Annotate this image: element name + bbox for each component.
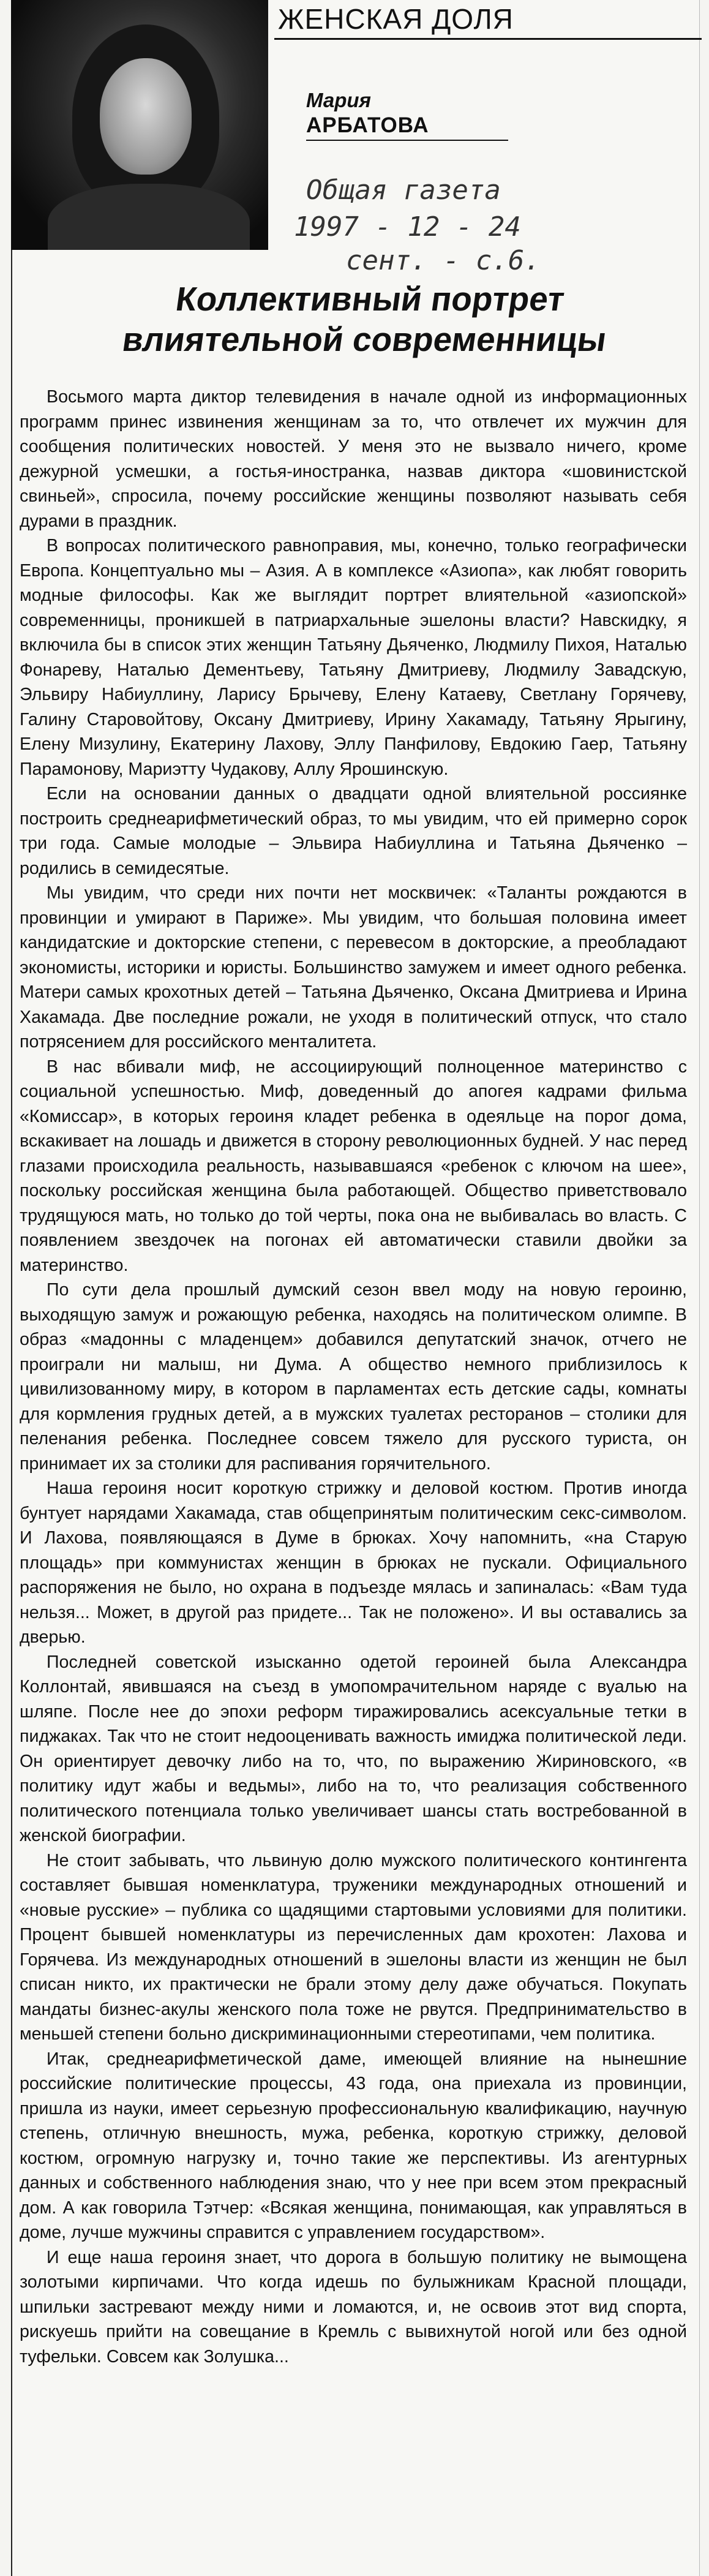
handwritten-source: Общая газета — [306, 175, 501, 206]
paragraph: Итак, среднеарифметической даме, имеющей влияние на нынешние российские политические процессы, 43 года, она приехала из провинции, пришла из науки, имеет серьезную профессиональную квалификацию, научную степень, отличную внешность, мужа, ребенка, короткую стрижку, деловой костюм, огромную нагрузку и, точно такие же перспективы. Из агентурных данных и собственного наблюдения знаю, что у нее при всем этом прекрасный дом. А как говорила Тэтчер: «Всякая женщина, понимающая, как управляться в доме, лучше мужчины справится с управлением государством». — [20, 2049, 687, 2242]
article-headline — [50, 279, 686, 360]
author-last-name: АРБАТОВА — [306, 113, 429, 137]
paragraph: Если на основании данных о двадцати одной влиятельной россиянке построить среднеарифметический образ, то мы увидим, что ей примерно сорок три года. Самые молодые – Эльвира Набиуллина и Татьяна Дьяченко – родились в семидесятые. — [20, 784, 687, 878]
paragraph: И еще наша героиня знает, что дорога в большую политику не вымощена золотыми кирпичами. Что когда идешь по булыжникам Красной площади, шпильки застревают между ними и ломаются, и, не освоив этот вид спорта, рискуешь прийти на совещание в Кремль с вывихнутой ногой или без одной туфельки. Совсем как Золушка... — [20, 2247, 687, 2367]
author-first-name: Мария — [306, 89, 371, 111]
paragraph: По сути дела прошлый думский сезон ввел моду на новую героиню, выходящую замуж и рожающую ребенка, находясь на политическом олимпе. В образ «мадонны с младенцем» добавился депутатский значок, отчего не проиграли ни малыш, ни Дума. А общество немного приблизилось к цивилизованному миру, в котором в парламентах есть детские сады, комнаты для кормления грудных детей, а в мужских туалетах ресторанов – столики для пеленания ребенка. Последнее совсем тяжело для русского туриста, он принимает их за столики для распивания горячительного. — [20, 1280, 687, 1474]
headline-line-2: влиятельной современницы — [120, 320, 609, 358]
paragraph: В вопросах политического равноправия, мы, конечно, только географически Европа. Концептуально мы – Азия. А в комплексе «Азиопа», как любят говорить модные философы. Как же выглядит портрет влиятельной «азиопской» современницы, проникшей в патриархальные эшелоны власти? Навскидку, я включила бы в список этих женщин Татьяну Дьяченко, Людмилу Пихоя, Наталью Фонареву, Наталью Дементьеву, Татьяну Дмитриеву, Людмилу Завадскую, Эльвиру Набиуллину, Ларису Брычеву, Елену Катаеву, Светлану Горячеву, Галину Старовойтову, Оксану Дмитриеву, Ирину Хакамаду, Татьяну Ярыгину, Елену Мизулину, Екатерину Лахову, Эллу Панфилову, Евдокию Гаер, Татьяну Парамонову, Мариэтту Чудакову, Аллу Ярошинскую. — [20, 536, 687, 779]
handwritten-page: сент. - с.6. — [346, 245, 541, 276]
paragraph: В нас вбивали миф, не ассоциирующий полноценное материнство с социальной успешностью. Миф, доведенный до апогея кадрами фильма «Комиссар», в которых героиня кладет ребенка в одеяльце на порог дома, вскакивает на лошадь и движется в сторону революционных будней. У нас перед глазами происходила реальность, называвшаяся «ребенок с ключом на шее», поскольку российская женщина была работающей. Общество приветствовало трудящуюся мать, но только до той черты, пока она не выбивалась во власть. С появлением звездочек на погонах ей автоматически ставили двойки за материнство. — [20, 1056, 687, 1275]
paragraph: Последней советской изысканно одетой героиней была Александра Коллонтай, явившаяся на съезд в умопомрачительном наряде с вуалью на шляпе. После нее до эпохи реформ тиражировались асексуальные тетки в пиджаках. Так что не стоит недооценивать важность имиджа политической леди. Он ориентирует девочку либо на то, что, по выражению Жириновского, «в политику идут жабы и ведьмы», либо на то, что реализация собственного политического потенциала только увеличивает шансы стать востребованной в женской биографии. — [20, 1652, 687, 1845]
paragraph: Мы увидим, что среди них почти нет москвичек: «Таланты рождаются в провинции и умирают в Париже». Мы увидим, что большая половина имеет кандидатские и докторские степени, с перевесом в докторские, а преобладают экономисты, историки и юристы. Большинство замужем и имеет одного ребенка. Матери самых крохотных детей – Татьяна Дьяченко, Оксана Дмитриева и Ирина Хакамада. Две последние рожали, не уходя в политический отпуск, что стало потрясением для российского менталитета. — [20, 883, 687, 1052]
author-underline — [306, 140, 508, 141]
author-photo — [11, 0, 268, 250]
paragraph: Наша героиня носит короткую стрижку и деловой костюм. Против иногда бунтует нарядами Хакамада, став общепринятым политическим секс-символом. И Лахова, появляющаяся в Думе в брюках. Хочу напомнить, «на Старую площадь» при коммунистах женщин в брюках не пускали. Официального распоряжения не было, но охрана в подъезде мялась и запиналась: «Вам туда нельзя... Может, в другой раз придете... Так не положено». И вы оставались за дверью. — [20, 1478, 687, 1647]
handwritten-date: 1997 - 12 - 24 — [294, 211, 521, 243]
paragraph: Восьмого марта диктор телевидения в начале одной из информационных программ принес извинения женщинам за то, что отвлечет их мужчин для сообщения политических новостей. У меня это не вызвало ничего, кроме дежурной усмешки, а гостья-иностранка, назвав диктора «шовинистской свиньей», спросила, почему российские женщины позволяют называть себя дурами в праздник. — [20, 387, 687, 531]
headline-line-1: Коллективный портрет — [173, 280, 567, 318]
paragraph: Не стоит забывать, что львиную долю мужского политического контингента составляет бывшая номенклатура, труженики международных отношений и «новые русские» – публика со щадящими стартовыми условиями для политики. Процент бывшей номенклатуры из перечисленных дам крохотен: Лахова и Горячева. Из международных отношений в эшелоны власти из женщин не был списан никто, их практически не брали этому делу даже обучаться. Покупать мандаты бизнес-акулы женского пола тоже не рвутся. Предпринимательство в меньшей степени больно дискриминационными стереотипами, чем политика. — [20, 1850, 687, 2044]
article-body — [20, 385, 687, 2369]
section-rubric: ЖЕНСКАЯ ДОЛЯ — [274, 0, 702, 40]
